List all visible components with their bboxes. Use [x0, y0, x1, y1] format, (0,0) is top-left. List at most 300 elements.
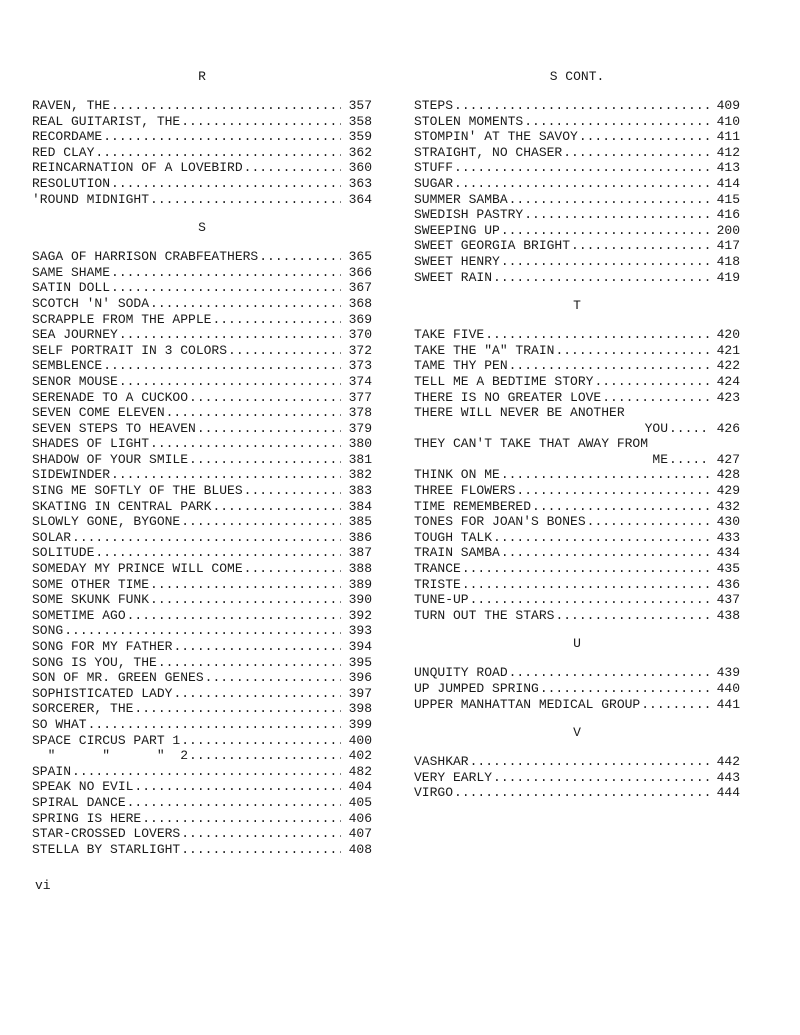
entry-title: SHADOW OF YOUR SMILE [32, 451, 189, 467]
dot-leader [669, 452, 709, 468]
entry-title: RESOLUTION [32, 175, 111, 191]
entry-page-number: 407 [348, 826, 372, 842]
entry-page-number: 358 [348, 113, 372, 129]
dot-leader [189, 452, 341, 468]
index-entry-continuation [414, 421, 740, 437]
entry-page-number: 386 [348, 529, 372, 545]
entry-list [32, 249, 372, 857]
index-entry [32, 639, 372, 655]
dot-leader [88, 717, 341, 733]
entry-page-number: 444 [716, 785, 740, 801]
entry-title: STOLEN MOMENTS [414, 113, 524, 129]
entry-page-number: 367 [348, 280, 372, 296]
index-entry [414, 374, 740, 390]
entry-title: " " " 2 [32, 748, 189, 764]
index-section [32, 217, 372, 857]
page-number-footer: vi [35, 878, 51, 893]
dot-leader [594, 374, 709, 390]
dot-leader [259, 249, 341, 265]
index-entry [414, 238, 740, 254]
index-entry [32, 129, 372, 145]
entry-title: THERE WILL NEVER BE ANOTHER [414, 405, 625, 421]
index-entry [32, 733, 372, 749]
entry-page-number: 422 [716, 358, 740, 374]
entry-list [414, 327, 740, 623]
entry-title: SEVEN COME ELEVEN [32, 405, 165, 421]
dot-leader [244, 561, 341, 577]
entry-title: VASHKAR [414, 754, 469, 770]
entry-page-number: 428 [716, 467, 740, 483]
entry-title: SONG FOR MY FATHER [32, 639, 173, 654]
index-entry [414, 561, 740, 577]
entry-title: SHADES OF LIGHT [32, 436, 150, 452]
entry-page-number: 362 [348, 144, 372, 160]
entry-title: SPAIN [32, 763, 72, 779]
entry-page-number: 382 [348, 467, 372, 483]
index-entry [414, 467, 740, 483]
dot-leader [150, 436, 341, 452]
entry-title: SEVEN STEPS TO HEAVEN [32, 420, 196, 436]
left-column [32, 66, 372, 857]
entry-title: SCRAPPLE FROM THE APPLE [32, 311, 212, 327]
dot-leader [501, 545, 709, 561]
index-entry [32, 701, 372, 717]
dot-leader [485, 327, 709, 343]
entry-page-number: 424 [716, 373, 740, 389]
index-entry [32, 795, 372, 811]
dot-leader [127, 608, 341, 624]
dot-leader [72, 530, 341, 546]
index-entry [414, 681, 740, 697]
index-entry [32, 114, 372, 130]
dot-leader [197, 421, 341, 437]
index-entry [414, 577, 740, 593]
entry-page-number: 383 [348, 483, 372, 499]
entry-page-number: 404 [348, 779, 372, 795]
entry-title: TIME REMEMBERED [414, 498, 532, 514]
entry-page-number: 365 [348, 249, 372, 265]
entry-page-number: 366 [348, 264, 372, 280]
dot-leader [524, 207, 709, 223]
entry-page-number: 379 [348, 420, 372, 436]
index-entry [414, 114, 740, 130]
entry-title: SWEDISH PASTRY [414, 207, 524, 223]
index-entry [414, 545, 740, 561]
index-entry [32, 452, 372, 468]
entry-title: SING ME SOFTLY OF THE BLUES [32, 483, 243, 499]
dot-leader [454, 176, 709, 192]
dot-leader [509, 192, 709, 208]
entry-title: SORCERER, THE [32, 701, 134, 717]
index-entry [414, 436, 740, 452]
dot-leader [669, 421, 709, 437]
entry-page-number: 381 [348, 451, 372, 467]
index-entry [32, 842, 372, 858]
entry-title: SONG [32, 623, 64, 639]
dot-leader [524, 114, 709, 130]
index-entry [414, 592, 740, 608]
index-entry [414, 176, 740, 192]
entry-title: STAR-CROSSED LOVERS [32, 826, 181, 842]
entry-title: RAVEN, THE [32, 98, 111, 113]
index-entry [32, 436, 372, 452]
entry-page-number: 200 [716, 222, 740, 238]
entry-title: REINCARNATION OF A LOVEBIRD [32, 160, 243, 176]
dot-leader [181, 114, 341, 130]
dot-leader [571, 238, 709, 254]
entry-title: THREE FLOWERS [414, 483, 516, 499]
entry-title: TONES FOR JOAN'S BONES [414, 514, 586, 530]
entry-list [414, 665, 740, 712]
dot-leader [579, 129, 709, 145]
entry-page-number: 372 [348, 342, 372, 358]
entry-page-number: 399 [348, 716, 372, 732]
index-section [32, 66, 372, 207]
entry-title: SOPHISTICATED LADY [32, 685, 173, 701]
entry-page-number: 433 [716, 529, 740, 545]
index-entry [414, 405, 740, 421]
dot-leader [462, 577, 709, 593]
entry-title: TRISTE [414, 576, 461, 592]
entry-title: SONG IS YOU, THE [32, 654, 157, 670]
dot-leader [127, 795, 341, 811]
dot-leader [181, 826, 341, 842]
index-entry [32, 779, 372, 795]
entry-page-number: 482 [348, 763, 372, 779]
dot-leader [181, 514, 341, 530]
entry-title: TURN OUT THE STARS [414, 607, 555, 623]
entry-title: SPRING IS HERE [32, 810, 142, 826]
entry-title: STELLA BY STARLIGHT [32, 841, 181, 857]
section-heading: R [198, 69, 206, 84]
index-entry [32, 514, 372, 530]
index-entry [32, 764, 372, 780]
entry-title: TOUGH TALK [414, 529, 493, 545]
dot-leader [119, 374, 341, 390]
entry-page-number: 432 [716, 498, 740, 514]
dot-leader [72, 764, 341, 780]
dot-leader [150, 592, 341, 608]
dot-leader [173, 639, 341, 655]
index-section [414, 633, 740, 712]
dot-leader [134, 701, 341, 717]
index-entry [414, 483, 740, 499]
index-entry [32, 374, 372, 390]
entry-title: SEA JOURNEY [32, 327, 118, 343]
dot-leader [244, 483, 341, 499]
index-entry [414, 514, 740, 530]
entry-title: SELF PORTRAIT IN 3 COLORS [32, 342, 228, 358]
entry-title: SOMEDAY MY PRINCE WILL COME [32, 561, 243, 577]
index-entry [414, 207, 740, 223]
dot-leader [158, 655, 341, 671]
section-heading: U [573, 636, 581, 652]
index-entry [32, 98, 372, 114]
entry-title: STOMPIN' AT THE SAVOY [414, 129, 578, 145]
index-entry [414, 754, 740, 770]
index-entry [32, 145, 372, 161]
dot-leader [103, 358, 341, 374]
entry-title: SATIN DOLL [32, 280, 111, 296]
entry-page-number: 400 [348, 732, 372, 748]
entry-title: SON OF MR. GREEN GENES [32, 670, 204, 686]
index-entry [414, 254, 740, 270]
entry-page-number: 430 [716, 514, 740, 530]
index-entry [32, 826, 372, 842]
entry-title: UPPER MANHATTAN MEDICAL GROUP [414, 696, 641, 712]
entry-page-number: 426 [716, 420, 740, 436]
entry-page-number: 368 [348, 295, 372, 311]
entry-page-number: 440 [716, 681, 740, 696]
entry-title: SERENADE TO A CUCKOO [32, 389, 189, 405]
entry-page-number: 411 [716, 129, 740, 145]
dot-leader [150, 577, 341, 593]
entry-page-number: 429 [716, 483, 740, 499]
dot-leader [181, 733, 341, 749]
entry-page-number: 369 [348, 311, 372, 327]
entry-page-number: 378 [348, 405, 372, 421]
entry-page-number: 410 [716, 113, 740, 129]
index-entry [414, 145, 740, 161]
entry-title: SENOR MOUSE [32, 373, 118, 389]
index-entry [32, 176, 372, 192]
entry-title: SOLITUDE [32, 545, 95, 561]
dot-leader [95, 145, 341, 161]
dot-leader [509, 358, 709, 374]
entry-title: TAKE THE "A" TRAIN [414, 342, 555, 358]
dot-leader [509, 665, 709, 681]
index-entry [414, 223, 740, 239]
entry-page-number: 412 [716, 144, 740, 160]
dot-leader [119, 327, 341, 343]
entry-page-number: 434 [716, 545, 740, 561]
entry-title: SOMETIME AGO [32, 607, 126, 623]
index-entry [32, 592, 372, 608]
dot-leader [493, 530, 709, 546]
dot-leader [212, 499, 341, 515]
entry-page-number: 402 [348, 748, 372, 764]
dot-leader [212, 312, 341, 328]
entry-title: SOME SKUNK FUNK [32, 592, 150, 608]
entry-page-number: 396 [348, 670, 372, 686]
entry-page-number: 357 [348, 98, 372, 113]
entry-page-number: 373 [348, 358, 372, 374]
dot-leader [111, 98, 341, 114]
entry-page-number: 389 [348, 576, 372, 592]
dot-leader [454, 98, 709, 114]
entry-title: SAME SHAME [32, 264, 111, 280]
entry-page-number: 395 [348, 654, 372, 670]
entry-title: RED CLAY [32, 144, 95, 160]
entry-page-number: 415 [716, 191, 740, 207]
index-entry [32, 421, 372, 437]
entry-title: THEY CAN'T TAKE THAT AWAY FROM [414, 436, 649, 452]
dot-leader [470, 754, 709, 770]
index-entry [32, 748, 372, 764]
entry-title: STRAIGHT, NO CHASER [414, 144, 563, 160]
index-entry [32, 312, 372, 328]
index-section [414, 66, 740, 285]
dot-leader [244, 160, 341, 176]
dot-leader [501, 254, 709, 270]
entry-page-number: 409 [716, 98, 740, 113]
entry-page-number: 435 [716, 561, 740, 577]
entry-page-number: 436 [716, 576, 740, 592]
index-entry [32, 561, 372, 577]
dot-leader [532, 499, 709, 515]
entry-title: TAME THY PEN [414, 358, 508, 374]
entry-page-number: 405 [348, 794, 372, 810]
index-entry [32, 608, 372, 624]
dot-leader [228, 343, 341, 359]
dot-leader [189, 390, 341, 406]
entry-page-number: 420 [716, 327, 740, 343]
index-entry [32, 811, 372, 827]
index-entry [414, 327, 740, 343]
entry-page-number: 374 [348, 373, 372, 389]
dot-leader [95, 545, 341, 561]
entry-page-number: 438 [716, 607, 740, 623]
index-entry [414, 390, 740, 406]
dot-leader [493, 270, 709, 286]
entry-page-number: 442 [716, 754, 740, 770]
entry-page-number: 384 [348, 498, 372, 514]
entry-page-number: 413 [716, 160, 740, 176]
index-entry [32, 405, 372, 421]
index-entry [414, 129, 740, 145]
dot-leader [641, 697, 709, 713]
index-entry [32, 670, 372, 686]
dot-leader [111, 467, 341, 483]
index-entry [32, 265, 372, 281]
entry-page-number: 423 [716, 389, 740, 405]
index-entry [32, 390, 372, 406]
entry-page-number: 414 [716, 175, 740, 191]
entry-page-number: 364 [348, 191, 372, 207]
entry-title-continuation: ME [652, 451, 668, 467]
index-entry [414, 499, 740, 515]
index-entry [32, 296, 372, 312]
index-entry [414, 192, 740, 208]
entry-title: SIDEWINDER [32, 467, 111, 483]
entry-title: SOLAR [32, 529, 72, 545]
entry-title: VERY EARLY [414, 769, 493, 785]
dot-leader [111, 280, 341, 296]
entry-title: REAL GUITARIST, THE [32, 113, 181, 129]
dot-leader [166, 405, 341, 421]
index-entry [32, 483, 372, 499]
dot-leader [454, 785, 709, 801]
entry-title: RECORDAME [32, 129, 103, 145]
entry-title: STEPS [414, 98, 454, 113]
entry-title: SWEET GEORGIA BRIGHT [414, 238, 571, 254]
entry-page-number: 419 [716, 269, 740, 285]
index-entry [414, 358, 740, 374]
index-entry [32, 358, 372, 374]
entry-page-number: 388 [348, 561, 372, 577]
entry-title-continuation: YOU [644, 420, 668, 436]
index-entry [32, 467, 372, 483]
entry-page-number: 380 [348, 436, 372, 452]
index-entry [32, 545, 372, 561]
entry-title: SPIRAL DANCE [32, 794, 126, 810]
entry-page-number: 387 [348, 545, 372, 561]
index-entry [414, 608, 740, 624]
index-entry [32, 192, 372, 208]
entry-page-number: 437 [716, 592, 740, 608]
entry-title: SPEAK NO EVIL [32, 779, 134, 795]
entry-title: SUGAR [414, 175, 454, 191]
entry-title: SLOWLY GONE, BYGONE [32, 514, 181, 530]
index-entry [414, 98, 740, 114]
index-entry [32, 499, 372, 515]
dot-leader [587, 514, 709, 530]
index-entry [414, 665, 740, 681]
dot-leader [462, 561, 709, 577]
dot-leader [540, 681, 709, 697]
entry-page-number: 441 [716, 696, 740, 712]
dot-leader [555, 608, 709, 624]
entry-list [414, 754, 740, 801]
dot-leader [563, 145, 709, 161]
entry-title: SAGA OF HARRISON CRABFEATHERS [32, 249, 259, 265]
entry-title: SUMMER SAMBA [414, 191, 508, 207]
entry-title: SWEEPING UP [414, 222, 500, 238]
entry-list [414, 98, 740, 285]
entry-page-number: 359 [348, 129, 372, 145]
index-entry [414, 343, 740, 359]
dot-leader [64, 623, 341, 639]
entry-title: TRAIN SAMBA [414, 545, 500, 561]
index-section [414, 722, 740, 801]
dot-leader [134, 779, 341, 795]
entry-page-number: 443 [716, 769, 740, 785]
index-entry [32, 327, 372, 343]
index-entry [32, 530, 372, 546]
index-entry [414, 770, 740, 786]
entry-title: UNQUITY ROAD [414, 665, 508, 681]
entry-title: THERE IS NO GREATER LOVE [414, 389, 602, 405]
entry-title: SPACE CIRCUS PART 1 [32, 732, 181, 748]
entry-page-number: 418 [716, 253, 740, 269]
entry-page-number: 406 [348, 810, 372, 826]
index-entry [414, 785, 740, 801]
right-column [414, 66, 740, 801]
section-heading: T [573, 298, 581, 314]
entry-page-number: 439 [716, 665, 740, 681]
entry-title: TUNE-UP [414, 592, 469, 608]
entry-page-number: 385 [348, 514, 372, 530]
dot-leader [516, 483, 709, 499]
entry-page-number: 421 [716, 342, 740, 358]
entry-title: SWEET RAIN [414, 269, 493, 285]
entry-page-number: 397 [348, 685, 372, 701]
index-entry [32, 623, 372, 639]
entry-title: THINK ON ME [414, 467, 500, 483]
index-section [414, 295, 740, 623]
dot-leader [150, 192, 341, 208]
entry-page-number: 392 [348, 607, 372, 623]
entry-title: 'ROUND MIDNIGHT [32, 191, 150, 207]
dot-leader [111, 265, 341, 281]
section-heading: S CONT. [549, 69, 605, 84]
entry-page-number: 390 [348, 592, 372, 608]
dot-leader [181, 842, 341, 858]
entry-list [32, 98, 372, 207]
index-entry [414, 160, 740, 176]
entry-page-number: 416 [716, 207, 740, 223]
entry-title: SCOTCH 'N' SODA [32, 295, 150, 311]
